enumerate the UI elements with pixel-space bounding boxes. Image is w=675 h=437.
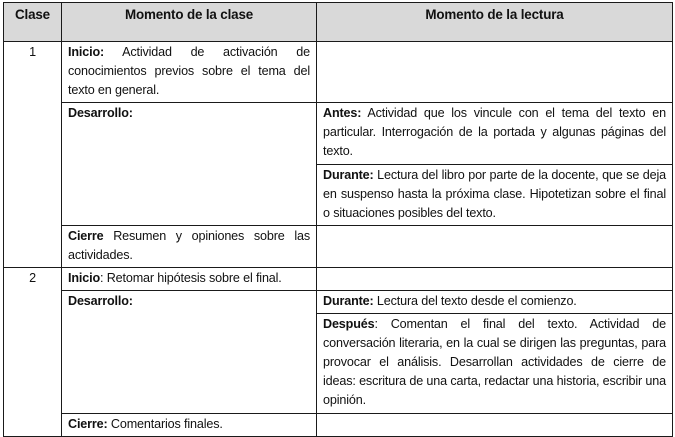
header-clase: Clase: [4, 3, 62, 42]
despues-label: Después: [323, 317, 375, 331]
inicio-text: : Retomar hipótesis sobre el final.: [100, 271, 282, 285]
empty-cell: [317, 414, 673, 437]
antes-label: Antes:: [323, 106, 362, 120]
desarrollo-cell: [62, 291, 317, 414]
inicio-cell: [62, 42, 317, 103]
despues-text: : Comentan el final del texto. Actividad de conversación literaria, en la cual se dirigen las preguntas, para provocar el análisis. Desarrollan actividades de cierre de ideas: escritura de una carta, redactar una historia, escribir una opinión.: [323, 317, 666, 407]
inicio-text: Actividad de activación de conocimientos previos sobre el tema del texto en general.: [68, 45, 310, 97]
table-row: [4, 226, 673, 268]
header-momento-clase: Momento de la clase: [62, 3, 317, 42]
inicio-label: Inicio: [68, 271, 100, 285]
table-row: [4, 291, 673, 314]
durante-text: Lectura del texto desde el comienzo.: [373, 294, 577, 308]
desarrollo-label: Desarrollo:: [68, 106, 133, 120]
desarrollo-label: Desarrollo:: [68, 294, 133, 308]
empty-cell: [317, 226, 673, 268]
empty-cell: [317, 268, 673, 291]
lectura-durante-cell: [317, 165, 673, 226]
cierre-text: Comentarios finales.: [107, 417, 223, 431]
durante-label: Durante:: [323, 294, 374, 308]
clase-number: 1: [4, 42, 62, 268]
lesson-plan-table: [3, 2, 673, 437]
cierre-label: Cierre: [68, 229, 104, 243]
header-momento-lectura: Momento de la lectura: [317, 3, 673, 42]
header-row: [4, 3, 673, 42]
cierre-cell: [62, 226, 317, 268]
lectura-despues-cell: [317, 314, 673, 414]
table-row: [4, 268, 673, 291]
table-row: [4, 103, 673, 165]
antes-text: Actividad que los vincule con el tema del texto en particular. Interrogación de la portada y algunas páginas del texto.: [323, 106, 666, 158]
empty-cell: [317, 42, 673, 103]
lectura-durante-cell: [317, 291, 673, 314]
clase-number: 2: [4, 268, 62, 437]
table-row: [4, 42, 673, 103]
inicio-cell: [62, 268, 317, 291]
durante-text: Lectura del libro por parte de la docente, que se deja en suspenso hasta la próxima clase. Hipotetizan sobre el final o situaciones posibles del texto.: [323, 168, 666, 220]
desarrollo-cell: [62, 103, 317, 226]
durante-label: Durante:: [323, 168, 374, 182]
inicio-label: Inicio:: [68, 45, 105, 59]
cierre-text: Resumen y opiniones sobre las actividades.: [68, 229, 310, 262]
table-row: [4, 414, 673, 437]
lectura-antes-cell: [317, 103, 673, 165]
cierre-label: Cierre:: [68, 417, 108, 431]
cierre-cell: [62, 414, 317, 437]
